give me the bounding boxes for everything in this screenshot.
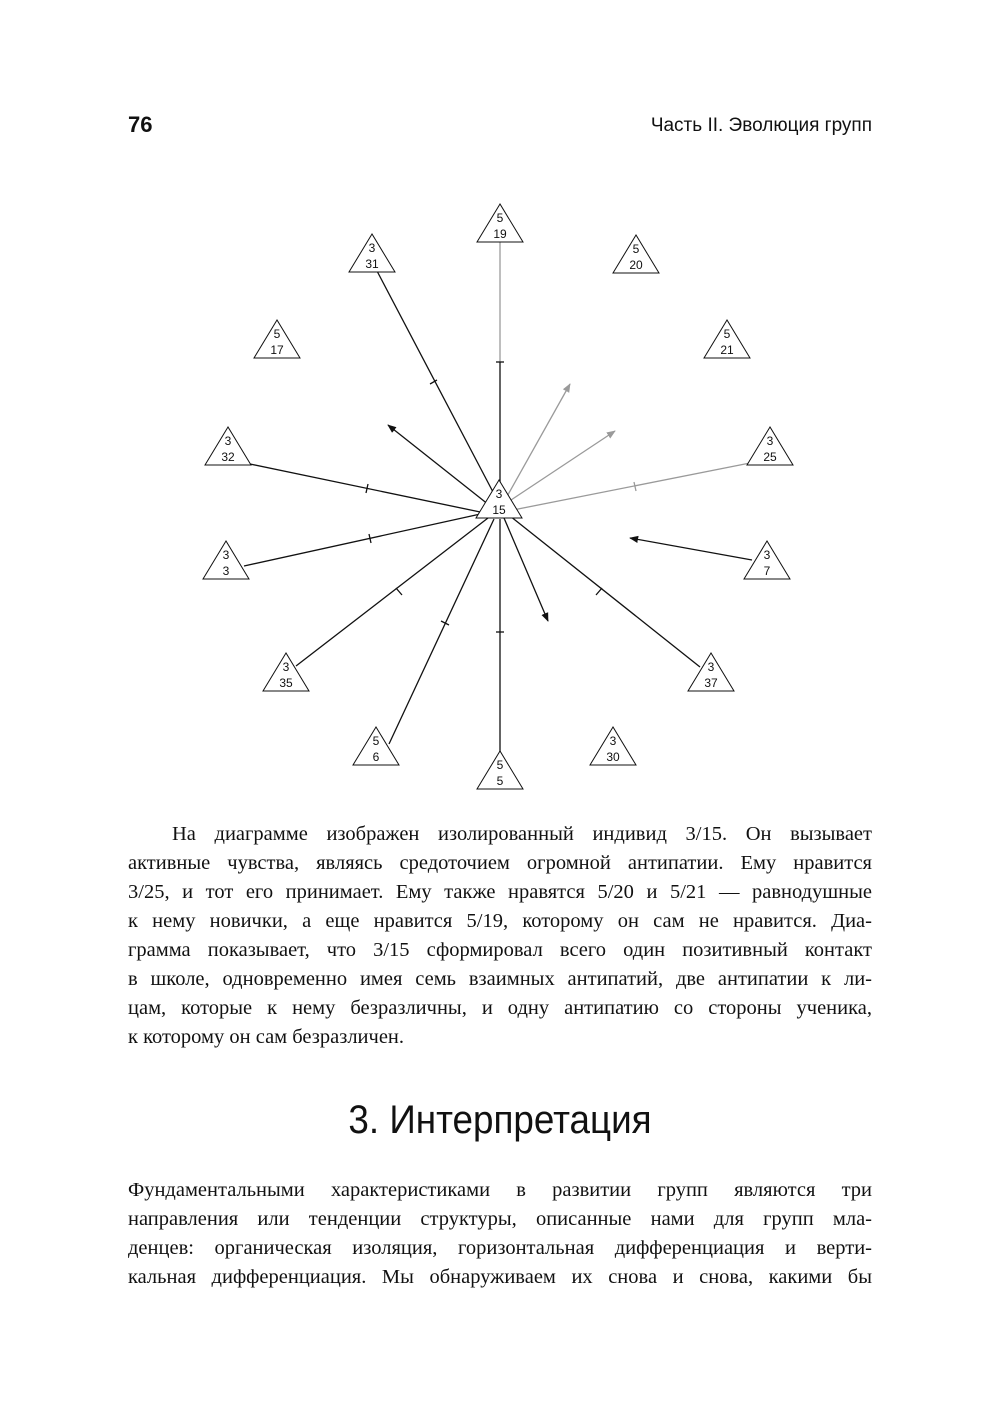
node-label-top: 3 [707, 660, 715, 674]
text-line: 3/25, и тот его принимает. Ему также нравятся 5/20 и 5/21 — равнодушные [128, 881, 872, 903]
node-label-bottom: 7 [763, 564, 771, 578]
node-label-top: 3 [609, 734, 617, 748]
node-3-31 [349, 234, 395, 272]
text-line: На диаграмме изображен изолированный индивид 3/15. Он вызывает [172, 823, 872, 845]
tick-3-37 [596, 588, 602, 595]
node-label-bottom: 21 [720, 343, 734, 357]
paragraph-diagram-description [128, 820, 872, 1052]
running-head: Часть II. Эволюция групп [650, 115, 872, 136]
node-3-25 [747, 427, 793, 465]
arrow-to-upper-left [388, 425, 489, 505]
paragraph-interpretation [128, 1176, 872, 1292]
node-label-bottom: 30 [606, 750, 620, 764]
tick-3-35 [396, 588, 402, 595]
node-label-top: 3 [766, 434, 774, 448]
text-line: в школе, одновременно имея семь взаимных антипатий, две антипатии к ли- [128, 968, 872, 990]
arrow-from-3-7 [630, 538, 752, 560]
node-label-bottom: 5 [496, 774, 504, 788]
section-heading: 3. Интерпретация [348, 1098, 652, 1142]
line-to-3-35 [296, 518, 488, 666]
node-3-3 [203, 541, 249, 579]
node-label-bottom: 25 [763, 450, 777, 464]
text-line: Фундаментальными характеристиками в развитии групп являются три [128, 1179, 872, 1201]
node-label-top: 5 [496, 211, 504, 225]
text-line: цам, которые к нему безразличны, и одну антипатию со стороны ученика, [128, 997, 872, 1019]
node-label-top: 3 [368, 241, 376, 255]
node-label-bottom: 3 [222, 564, 230, 578]
line-to-3-3 [244, 513, 485, 566]
node-label-top: 3 [495, 487, 503, 501]
line-to-5-6 [389, 519, 494, 744]
node-5-17 [254, 320, 300, 358]
node-label-top: 5 [632, 242, 640, 256]
page-number: 76 [128, 112, 153, 137]
node-label-top: 3 [282, 660, 290, 674]
node-label-top: 5 [496, 758, 504, 772]
node-label-bottom: 19 [493, 227, 507, 241]
node-label-top: 5 [273, 327, 281, 341]
node-3-15-center [476, 480, 522, 518]
node-3-35 [263, 653, 309, 691]
node-label-bottom: 35 [279, 676, 293, 690]
text-line: к нему новички, а еще нравится 5/19, которому он сам не нравится. Диа- [128, 910, 872, 932]
node-label-bottom: 17 [270, 343, 284, 357]
node-label-top: 3 [222, 548, 230, 562]
text-line: к которому он сам безразличен. [128, 1026, 405, 1048]
node-label-bottom: 32 [221, 450, 235, 464]
line-to-3-37 [510, 516, 700, 667]
node-label-top: 5 [372, 734, 380, 748]
node-label-top: 3 [224, 434, 232, 448]
node-label-bottom: 15 [492, 503, 506, 517]
node-3-32 [205, 427, 251, 465]
node-5-20 [613, 235, 659, 273]
node-5-5 [477, 751, 523, 789]
arrow-down-right [504, 518, 548, 621]
node-3-30 [590, 727, 636, 765]
node-label-bottom: 20 [629, 258, 643, 272]
text-line: активные чувства, являясь средоточием огромной антипатии. Ему нравится [128, 852, 872, 874]
node-label-top: 3 [763, 548, 771, 562]
text-line: грамма показывает, что 3/15 сформировал всего один позитивный контакт [128, 939, 872, 961]
text-line: денцев: органическая изоляция, горизонтальная дифференциация и верти- [128, 1237, 872, 1259]
line-to-3-25 [513, 463, 750, 510]
text-line: кальная дифференциация. Мы обнаруживаем их снова и снова, какими бы [128, 1266, 872, 1288]
node-label-bottom: 31 [365, 257, 379, 271]
node-5-19 [477, 204, 523, 242]
node-label-bottom: 37 [704, 676, 718, 690]
node-label-bottom: 6 [372, 750, 380, 764]
node-5-6 [353, 727, 399, 765]
node-label-top: 5 [723, 327, 731, 341]
node-5-21 [704, 320, 750, 358]
text-line: направления или тенденции структуры, описанные нами для групп мла- [128, 1208, 872, 1230]
node-3-37 [688, 653, 734, 691]
